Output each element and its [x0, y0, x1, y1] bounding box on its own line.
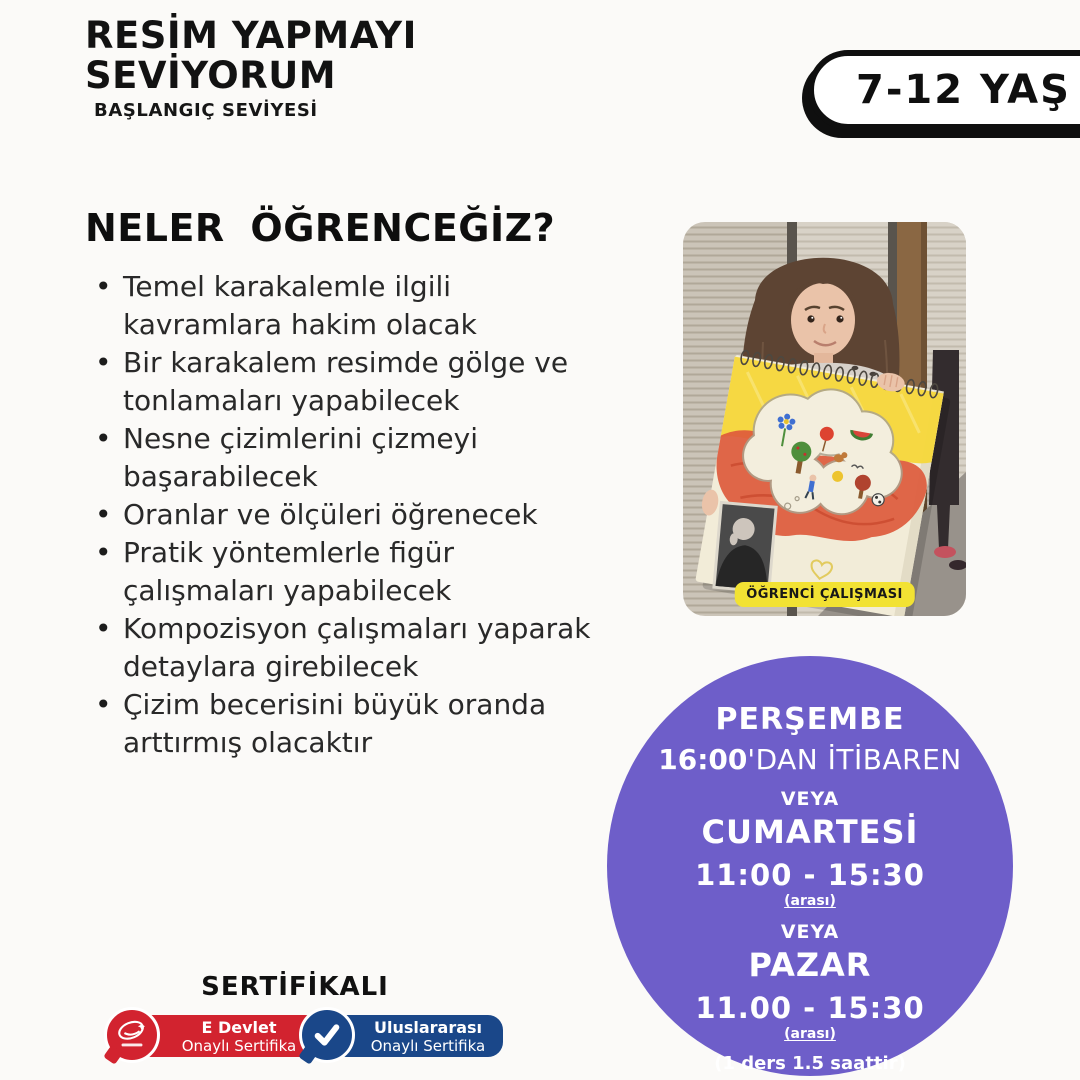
page-title [85, 16, 417, 96]
age-range-badge [808, 50, 1080, 130]
page-title-line1: RESİM YAPMAYI [85, 14, 417, 57]
badge-line1: Uluslararası [373, 1017, 483, 1037]
check-icon [299, 1007, 355, 1063]
student-photo-illustration [683, 222, 966, 616]
check-glyph [310, 1018, 344, 1052]
edevlet-logo-icon [104, 1007, 160, 1063]
list-item: • Temel karakalemle ilgili kavramlara hakim olacak [93, 268, 598, 344]
schedule-lesson-duration-note: (1 ders 1.5 saattir) [714, 1053, 906, 1074]
page-title-line2: SEVİYORUM [85, 54, 337, 97]
section-heading: NELER ÖĞRENCEĞİZ? [85, 206, 556, 250]
schedule-time-thursday [658, 743, 961, 776]
photo-caption-label: ÖĞRENCİ ÇALIŞMASI [734, 582, 914, 607]
list-item: • Çizim becerisini büyük oranda arttırmış olacaktır [93, 686, 598, 762]
learning-outcomes-list [93, 268, 598, 762]
age-range-label: 7-12 YAŞ [856, 67, 1071, 113]
list-item: • Kompozisyon çalışmaları yaparak detaylara girebilecek [93, 610, 598, 686]
list-item: • Bir karakalem resimde gölge ve tonlamaları yapabilecek [93, 344, 598, 420]
badge-line1: E Devlet [201, 1017, 277, 1037]
student-photo [683, 222, 966, 616]
international-certificate-badge [331, 1015, 503, 1057]
schedule-or: VEYA [780, 921, 840, 943]
schedule-time-sunday: 11.00 - 15:30 [695, 991, 925, 1025]
schedule-day-thursday: PERŞEMBE [715, 702, 905, 737]
badge-line2: Onaylı Sertifika [181, 1036, 297, 1055]
schedule-range-note: (arası) [784, 1026, 836, 1042]
schedule-day-saturday: CUMARTESİ [701, 813, 919, 851]
certificates-heading: SERTİFİKALI [201, 972, 389, 1002]
schedule-or: VEYA [780, 788, 840, 810]
schedule-time-rest: 'DAN İTİBAREN [747, 743, 962, 776]
schedule-day-sunday: PAZAR [748, 946, 872, 984]
schedule-time-bold: 16:00 [658, 743, 748, 776]
edevlet-logo-glyph [113, 1016, 151, 1054]
list-item: • Nesne çizimlerini çizmeyi başarabilecek [93, 420, 598, 496]
list-item: • Pratik yöntemlerle figür çalışmaları yapabilecek [93, 534, 598, 610]
schedule-circle [607, 656, 1013, 1076]
edevlet-certificate-badge [136, 1015, 320, 1057]
badge-line2: Onaylı Sertifika [370, 1036, 486, 1055]
schedule-time-saturday: 11:00 - 15:30 [695, 858, 925, 892]
list-item: • Oranlar ve ölçüleri öğrenecek [93, 496, 598, 534]
schedule-range-note: (arası) [784, 893, 836, 909]
level-subtitle: BAŞLANGIÇ SEVİYESİ [94, 100, 318, 121]
